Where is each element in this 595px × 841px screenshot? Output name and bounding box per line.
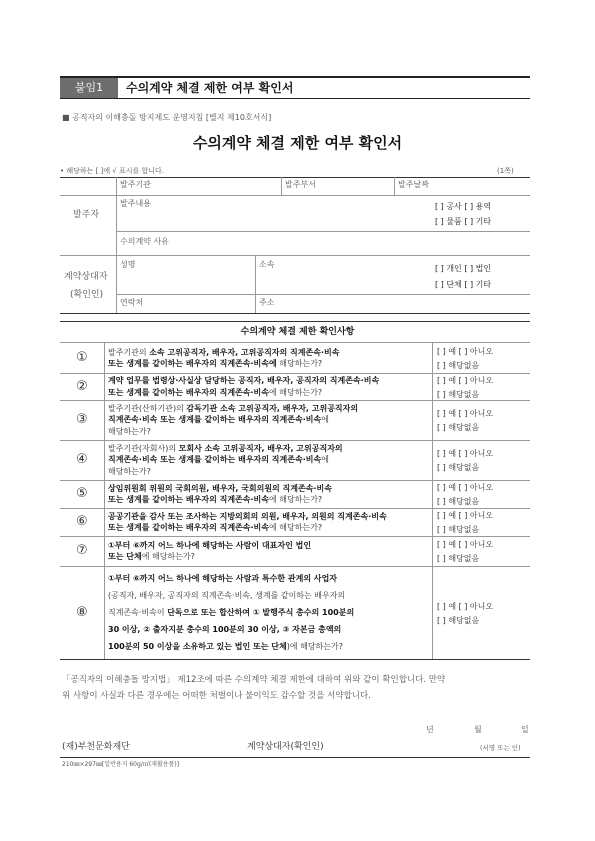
divider — [281, 177, 282, 195]
counterpart-sub-label: (확인인) — [70, 290, 104, 300]
item-number: ⑥ — [76, 514, 88, 529]
answer-yes-no-checkbox[interactable]: [ ] 예 [ ] 아니오 — [437, 409, 494, 418]
month-label: 월 — [474, 725, 482, 734]
answer-na-checkbox[interactable]: [ ] 해당없음 — [437, 463, 480, 472]
orderer-label: 발주자 — [73, 210, 100, 220]
sign-note: (서명 또는 인) — [480, 744, 521, 752]
item-number: ⑧ — [76, 604, 88, 620]
contact-field[interactable]: 연락처 — [120, 298, 144, 307]
answer-yes-no-checkbox[interactable]: [ ] 예 [ ] 아니오 — [437, 511, 494, 520]
answer-yes-no-checkbox[interactable]: [ ] 예 [ ] 아니오 — [437, 483, 494, 492]
column-divider — [104, 566, 105, 659]
content-field[interactable]: 발주내용 — [120, 199, 151, 208]
column-divider — [432, 566, 433, 659]
order-type-checkbox-row1[interactable]: [ ] 공사 [ ] 용역 — [435, 202, 492, 211]
top-rule — [60, 177, 530, 178]
affiliation-field[interactable]: 소속 — [259, 260, 275, 269]
counterpart-type-checkbox-row1[interactable]: [ ] 개인 [ ] 법인 — [435, 264, 492, 273]
item-question: 발주기관(자회사)의 모회사 소속 고위공직자, 배우자, 고위공직자의 직계존속·비속 또는 생계를 같이하는 배우자의 직계존속·비속에 해당하는가? — [108, 443, 343, 476]
answer-na-checkbox[interactable]: [ ] 해당없음 — [437, 423, 480, 432]
column-divider — [432, 536, 433, 566]
item-question: 발주기관(산하기관)의 감독기관 소속 고위공직자, 배우자, 고위공직자의 직계존속·비속 또는 생계를 같이하는 배우자의 직계존속·비속에 해당하는가? — [108, 403, 359, 436]
rule — [116, 294, 530, 295]
item-number: ⑦ — [76, 543, 88, 558]
item-question: ①부터 ⑥까지 어느 하나에 해당하는 사람이 대표자인 법인 또는 단체에 해당하는가? — [108, 540, 312, 561]
answer-yes-no-checkbox[interactable]: [ ] 예 [ ] 아니오 — [437, 347, 494, 356]
rule — [60, 342, 530, 343]
name-field[interactable]: 성명 — [120, 260, 136, 269]
column-divider — [432, 508, 433, 536]
org-name: (재)부천문화재단 — [62, 742, 130, 752]
answer-yes-no-checkbox[interactable]: [ ] 예 [ ] 아니오 — [437, 449, 494, 458]
column-divider — [104, 373, 105, 400]
pledge-line-2: 위 사항이 사실과 다른 경우에는 어떠한 처벌이나 불이익도 감수할 것을 서약합니다. — [62, 691, 371, 701]
item-number: ② — [76, 378, 88, 394]
row-rule — [60, 440, 530, 441]
divider — [255, 255, 256, 313]
item-number: ③ — [76, 412, 88, 427]
header-title: 수의계약 체결 제한 여부 확인서 — [126, 81, 294, 95]
item-question: 발주기관의 소속 고위공직자, 배우자, 고위공직자의 직계존속·비속 또는 생계를 같이하는 배우자의 직계존속·비속에 해당하는가? — [108, 347, 340, 368]
answer-yes-no-checkbox[interactable]: [ ] 예 [ ] 아니오 — [437, 540, 494, 549]
item-number: ⑤ — [76, 486, 88, 501]
column-divider — [104, 536, 105, 566]
address-field[interactable]: 주소 — [259, 298, 275, 307]
answer-na-checkbox[interactable]: [ ] 해당없음 — [437, 615, 480, 625]
signer-label: 계약상대자(확인인) — [247, 742, 324, 752]
rule — [60, 255, 530, 256]
section-rule — [60, 321, 530, 322]
column-divider — [432, 343, 433, 373]
rule — [60, 195, 530, 196]
section-title: 수의계약 체결 제한 확인사항 — [240, 327, 355, 337]
item-question: 계약 업무를 법령상·사실상 담당하는 공직자, 배우자, 공직자의 직계존속·비속 또는 생계를 같이하는 배우자의 직계존속·비속에 해당하는가? — [108, 376, 380, 397]
answer-yes-no-checkbox[interactable]: [ ] 예 [ ] 아니오 — [437, 375, 494, 385]
year-label: 년 — [426, 725, 434, 734]
date-field[interactable]: 발주날짜 — [398, 180, 429, 189]
answer-na-checkbox[interactable]: [ ] 해당없음 — [437, 525, 480, 534]
footer-rule — [60, 757, 530, 758]
reason-field[interactable]: 수의계약 사유 — [120, 237, 169, 246]
column-divider — [104, 480, 105, 508]
item-question: 공공기관을 감사 또는 조사하는 지방의회의 의원, 배우자, 의원의 직계존속·비속 또는 생계를 같이하는 배우자의 직계존속·비속에 해당하는가? — [108, 511, 387, 532]
rule — [60, 313, 530, 314]
item-question: ①부터 ⑥까지 어느 하나에 해당하는 사람과 특수한 관계의 사업자 (공직자, 배우자, 공직자의 직계존속·비속, 생계를 같이하는 배우자의 직계존속·비속이 단독으로 또는 합산하여 ① 발행주식 총수의 100분의 30 이상, ② 출자지분 총수의 100분의 30 이상, ③ 자본금 총액의 100분의 50 이상을 소유하고 있는 법인 또는 단체)에 해당하는가? — [108, 574, 355, 651]
pledge-line-1: 「공직자의 이해충돌 방지법」 제12조에 따른 수의계약 체결 제한에 대하여 위와 같이 확인합니다. 만약 — [62, 675, 446, 685]
column-divider — [104, 343, 105, 373]
column-divider — [104, 440, 105, 480]
column-divider — [432, 400, 433, 440]
header-band — [60, 76, 530, 99]
day-label: 일 — [521, 725, 529, 734]
answer-na-checkbox[interactable]: [ ] 해당없음 — [437, 497, 480, 506]
row-rule — [60, 400, 530, 401]
answer-yes-no-checkbox[interactable]: [ ] 예 [ ] 아니오 — [437, 601, 494, 611]
answer-na-checkbox[interactable]: [ ] 해당없음 — [437, 361, 480, 370]
column-divider — [432, 480, 433, 508]
answer-na-checkbox[interactable]: [ ] 해당없음 — [437, 554, 480, 563]
item-question: 상임위원회 위원의 국회의원, 배우자, 국회의원의 직계존속·비속 또는 생계를 같이하는 배우자의 직계존속·비속에 해당하는가? — [108, 483, 332, 504]
appendix-tag: 붙임1 — [60, 78, 118, 98]
paper-spec: 210㎜×297㎜[일반용지 60g/㎡(재활용품)] — [62, 761, 180, 768]
page-number: (1쪽) — [497, 167, 514, 175]
column-divider — [432, 373, 433, 400]
item-number: ④ — [76, 452, 88, 467]
row-rule — [60, 566, 530, 567]
divider — [394, 177, 395, 195]
dept-field[interactable]: 발주부서 — [285, 180, 316, 189]
column-divider — [432, 440, 433, 480]
divider — [116, 177, 117, 313]
counterpart-label: 계약상대자 — [64, 272, 108, 282]
row-rule — [60, 480, 530, 481]
answer-na-checkbox[interactable]: [ ] 해당없음 — [437, 389, 480, 399]
row-rule — [60, 536, 530, 537]
counterpart-type-checkbox-row2[interactable]: [ ] 단체 [ ] 기타 — [435, 280, 492, 289]
column-divider — [104, 400, 105, 440]
column-divider — [104, 508, 105, 536]
order-type-checkbox-row2[interactable]: [ ] 물품 [ ] 기타 — [435, 217, 492, 226]
agency-field[interactable]: 발주기관 — [120, 180, 151, 189]
row-rule — [60, 659, 530, 660]
item-number: ① — [76, 350, 88, 365]
form-basis: ■ 공직자의 이해충돌 방지제도 운영지침 [별지 제10호서식] — [62, 113, 272, 122]
check-instruction: • 해당하는 [ ]에 √ 표시를 합니다. — [60, 167, 165, 175]
row-rule — [60, 508, 530, 509]
rule — [116, 231, 530, 232]
page-title: 수의계약 체결 제한 여부 확인서 — [192, 134, 403, 152]
